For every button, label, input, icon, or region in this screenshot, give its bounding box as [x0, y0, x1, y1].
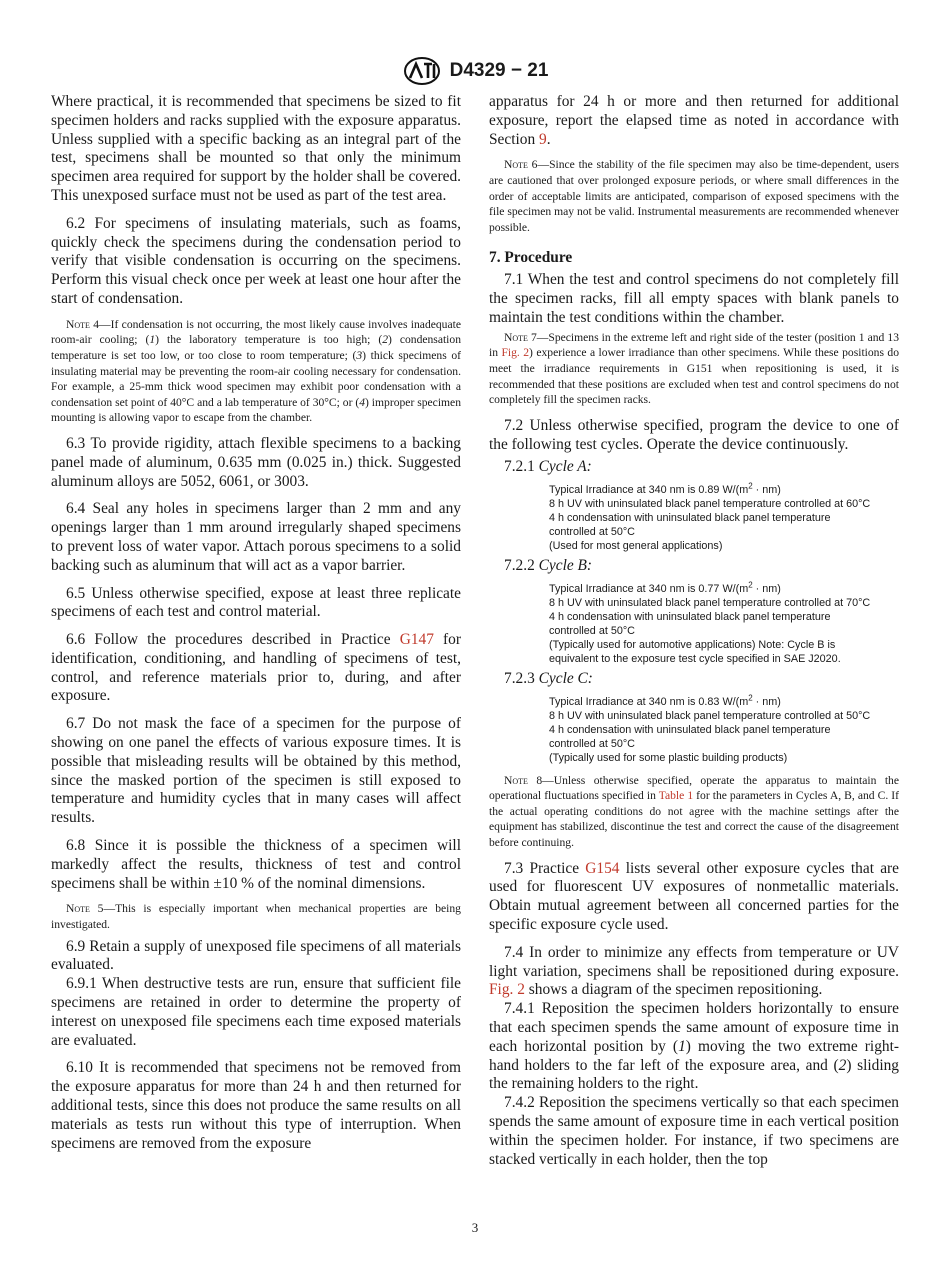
note-6: Note 6—Since the stability of the file specimen may also be time-dependent, users are cautioned that over prolonged exposure periods, or where small differences in the order of acceptable limits are anticipated, comparison of exposed specimens with the file specimen may not be valid. Instrumental measurements are recommended whenever possible. [489, 158, 899, 234]
astm-logo-icon [402, 56, 442, 86]
paragraph-7-2: 7.2 Unless otherwise specified, program the device to one of the following test cycles. Operate the device continuously. [489, 416, 899, 453]
link-table-1[interactable]: Table 1 [658, 789, 694, 803]
paragraph-6-10: 6.10 It is recommended that specimens not be removed from the exposure apparatus for more than 24 h and then returned for additional tests, since this does not produce the same results on all materials as tests run without this type of interruption. When specimens are removed from the exposure [51, 1059, 461, 1152]
paragraph-6-5: 6.5 Unless otherwise specified, expose at least three replicate specimens of each test and control material. [51, 584, 461, 621]
paragraph-6-9-1: 6.9.1 When destructive tests are run, ensure that sufficient file specimens are retained in order to determine the property of interest on unexposed file specimens each time exposed materials are evaluated. [51, 975, 461, 1049]
cycle-b-details: Typical Irradiance at 340 nm is 0.77 $W/(m^2 \cdot nm)$ 8 h UV with uninsulated black panel temperature controlled at 70°C 4 h condensation with uninsulated black panel temperature controlled at 50°C (Typically used for automotive applications) Note: Cycle B is equivalent to the exposure test cycle specified in SAE J2020. [549, 580, 871, 665]
paragraph-continued: apparatus for 24 h or more and then returned for additional exposure, report the elapsed time as noted in accordance with Section 9. [489, 93, 899, 148]
note-label: Note 4 [66, 317, 100, 331]
cycle-c-details: Typical Irradiance at 340 nm is 0.83 $W/(m^2 \cdot nm)$ 8 h UV with uninsulated black panel temperature controlled at 50°C 4 h condensation with uninsulated black panel temperature controlled at 50°C (Typically used for some plastic building products) [549, 693, 871, 764]
cycle-c-heading: 7.2.3 Cycle C: [504, 669, 593, 687]
link-fig-2-b[interactable]: Fig. 2 [489, 981, 525, 999]
note-4: Note 4—If condensation is not occurring, the most likely cause involves inadequate room-air cooling; (1) the laboratory temperature is too high; (2) condensation temperature is set too low, or too close to room temperature; (3) thick specimens of insulating material may be preventing the room-air cooling necessary for condensation. For example, a 25-mm thick wood specimen may exhibit poor condensation with a condensation set point of 40°C and a lab temperature of 30°C; or (4) improper specimen mounting is allowing vapor to escape from the chamber. [51, 317, 462, 425]
paragraph-6-8: 6.8 Since it is possible the thickness of a specimen will markedly affect the results, thickness of test and control specimens shall be within ±10 % of the nominal dimensions. [51, 837, 461, 892]
paragraph-6-7: 6.7 Do not mask the face of a specimen for the purpose of showing on one panel the effects of various exposure times. It is possible that misleading results will be obtained by this method, since the masked portion of the specimen is still exposed to temperature and humidity cycles that in many cases will affect results. [51, 715, 461, 827]
paragraph-7-3: 7.3 Practice G154 lists several other exposure cycles that are used for fluorescent UV exposures of nonmetallic materials. Obtain mutual agreement between all concerned parties for the specific exposure cycle used. [489, 859, 899, 934]
paragraph-7-1: 7.1 When the test and control specimens do not completely fill the specimen racks, fill all empty spaces with blank panels to maintain the test conditions within the chamber. [489, 271, 899, 326]
link-section-9[interactable]: 9 [539, 130, 547, 148]
paragraph-intro: Where practical, it is recommended that specimens be sized to fit specimen holders and racks supplied with the exposure apparatus. Unless supplied with a specific backing as an integral part of the test, specimens shall be mounted so that only the minimum specimen area required for support by the holder shall be covered. This unexposed surface must not be used as part of the test area. [51, 93, 461, 204]
paragraph-6-4: 6.4 Seal any holes in specimens larger than 2 mm and any openings larger than 1 mm around irregularly shaped specimens to prevent loss of water vapor. Attach porous specimens to a solid backing such as aluminum that will act as a vapor barrier. [51, 500, 461, 574]
cycle-b-heading: 7.2.2 Cycle B: [504, 557, 593, 575]
note-5: Note 5—This is especially important when mechanical properties are being investigated. [51, 902, 461, 932]
link-g154[interactable]: G154 [585, 859, 620, 877]
right-column [489, 93, 899, 1169]
page-number: 3 [471, 1220, 479, 1235]
paragraph-6-6: 6.6 Follow the procedures described in Practice G147 for identification, conditioning, and handling of specimens of test, control, and reference materials prior to, during, and after exposure. [51, 631, 461, 705]
paragraph-6-9: 6.9 Retain a supply of unexposed file specimens of all materials evaluated. [51, 937, 461, 974]
section-heading-procedure: 7. Procedure [489, 249, 573, 267]
note-8: Note 8—Unless otherwise specified, operate the apparatus to maintain the operational fluctuations specified in Table 1 for the parameters in Cycles A, B, and C. If the actual operating conditions do not agree with the machine settings after the equipment has stabilized, discontinue the test and correct the cause of the disagreement before continuing. [489, 773, 899, 850]
paragraph-7-4-1: 7.4.1 Reposition the specimen holders horizontally to ensure that each specimen spends the same amount of exposure time in each horizontal position by (1) moving the two extreme right-hand holders to the far left of the exposure area, and (2) sliding the remaining holders to the right. [489, 1000, 899, 1093]
link-g147[interactable]: G147 [399, 631, 434, 649]
link-fig-2[interactable]: Fig. 2 [501, 346, 530, 360]
paragraph-7-4-2: 7.4.2 Reposition the specimens vertically so that each specimen spends the same amount of exposure time in each vertical position within the specimen holder. For instance, if two specimens are stacked vertically in each holder, then the top [489, 1094, 899, 1168]
cycle-a-heading: 7.2.1 Cycle A: [504, 458, 592, 476]
cycle-a-details: Typical Irradiance at 340 nm is 0.89 $W/(m^2 \cdot nm)$ 8 h UV with uninsulated black panel temperature controlled at 60°C 4 h condensation with uninsulated black panel temperature controlled at 50°C (Used for most general applications) [549, 481, 871, 553]
page-header [0, 56, 950, 86]
left-column [51, 93, 461, 1153]
paragraph-6-3: 6.3 To provide rigidity, attach flexible specimens to a backing panel made of aluminum, 0.635 mm (0.025 in.) thick. Suggested aluminum alloys are 5052, 6061, or 3003. [51, 434, 461, 490]
document-code: D4329 − 21 [449, 60, 549, 81]
note-7: Note 7—Specimens in the extreme left and right side of the tester (position 1 and 13 in Fig. 2) experience a lower irradiance than other specimens. While these positions do meet the irradiance requirements in G151 when repositioning is used, it is recommended that these positions are excluded when test and control specimens do not completely fill the specimen racks. [489, 330, 900, 407]
paragraph-7-4: 7.4 In order to minimize any effects from temperature or UV light variation, specimens shall be repositioned during exposure. Fig. 2 shows a diagram of the specimen repositioning. [489, 943, 899, 999]
paragraph-6-2: 6.2 For specimens of insulating materials, such as foams, quickly check the specimens during the condensation period to verify that visible condensation is occurring on the specimens. Perform this visual check once per week at least one hour after the start of condensation. [51, 214, 461, 307]
